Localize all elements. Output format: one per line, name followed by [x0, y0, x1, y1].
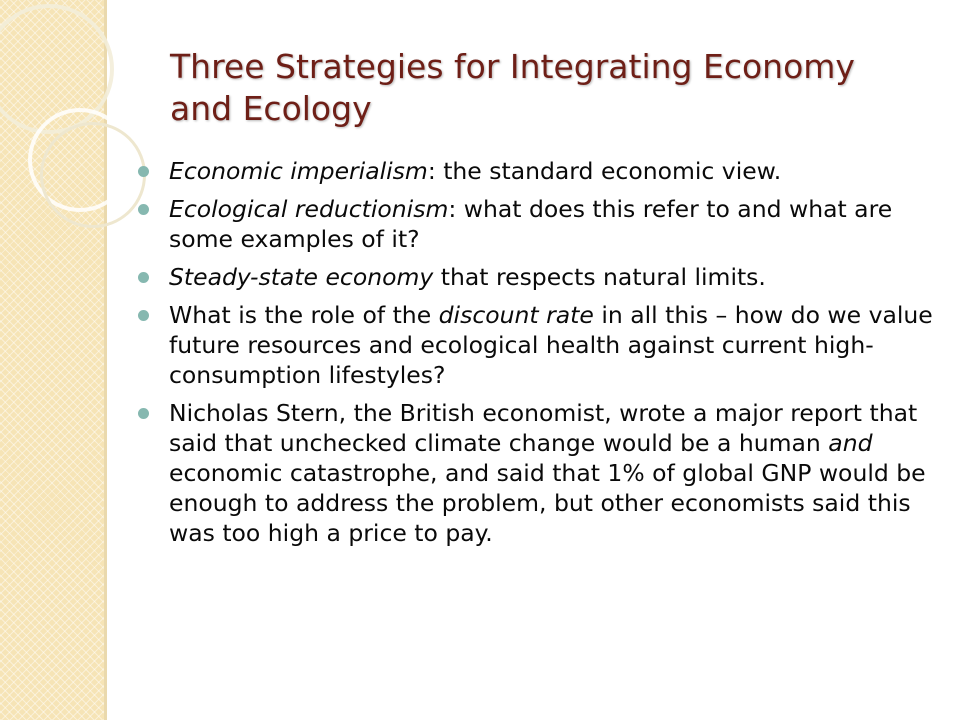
bullet-item — [136, 398, 936, 548]
bullet-text: : what does this refer to and what are some examples of it? — [169, 195, 893, 253]
bullet-dot-icon — [138, 272, 149, 283]
bullet-dot-icon — [138, 408, 149, 419]
bullet-text: What is the role of the — [169, 301, 439, 329]
decorative-ring — [40, 122, 146, 228]
bullet-list — [136, 156, 936, 556]
bullet-emphasis: and — [828, 429, 873, 457]
bullet-item — [136, 262, 936, 292]
bullet-item — [136, 194, 936, 254]
bullet-dot-icon — [138, 166, 149, 177]
bullet-term: Ecological reductionism — [169, 195, 449, 223]
bullet-item — [136, 300, 936, 390]
side-divider-line — [104, 0, 107, 720]
bullet-term: Economic imperialism — [169, 157, 428, 185]
bullet-dot-icon — [138, 204, 149, 215]
bullet-text: that respects natural limits. — [433, 263, 766, 291]
slide-title: Three Strategies for Integrating Economy and Ecology — [170, 47, 855, 128]
bullet-dot-icon — [138, 310, 149, 321]
bullet-term: Steady-state economy — [169, 263, 434, 291]
bullet-emphasis: discount rate — [438, 301, 594, 329]
bullet-text: : the standard economic view. — [427, 157, 782, 185]
bullet-text: economic catastrophe, and said that 1% of global GNP would be enough to address the problem, but other economists said this was too high a price to pay. — [169, 459, 926, 547]
bullet-text: Nicholas Stern, the British economist, wrote a major report that said that unchecked climate change would be a human — [169, 399, 918, 457]
bullet-item — [136, 156, 936, 186]
bullet-text: in all this – how do we value future resources and ecological health against current high-consumption lifestyles? — [169, 301, 933, 389]
